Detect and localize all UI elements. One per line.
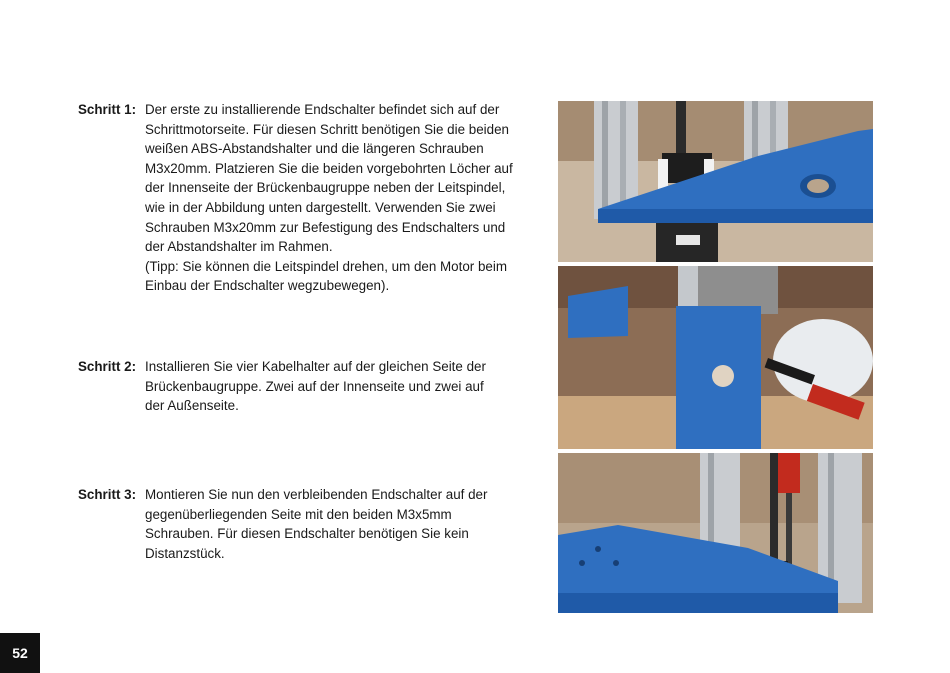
photo-step-1 xyxy=(558,101,873,262)
step-3-label: Schritt 3: xyxy=(78,487,137,502)
step-2-text: Installieren Sie vier Kabelhalter auf der gleichen Seite der Brückenbaugruppe. Zwei auf der Innenseite und zwei auf der Außenseite. xyxy=(145,359,486,414)
step-1-label: Schritt 1: xyxy=(78,102,137,117)
page-number: 52 xyxy=(0,633,40,673)
step-3-text: Montieren Sie nun den verbleibenden Endschalter auf der gegenüberliegenden Seite mit den beiden M3x5mm Schrauben. Für diesen Endschalter benötigen Sie kein Distanzstück. xyxy=(145,487,488,561)
step-1-text: Der erste zu installierende Endschalter befindet sich auf der Schrittmotorseite. Für diesen Schritt benötigen Sie die beiden weißen ABS-Abstandshalter und die längeren Schrauben M3x20mm. Platzieren Sie die beiden vorgebohrten Löcher auf der Innenseite der Brückenbaugruppe neben der Leitspindel, wie in der Abbildung unten dargestellt. Verwenden Sie zwei Schrauben M3x20mm zur Befestigung des Endschalters und der Abstandshalter im Rahmen. (Tipp: Sie können die Leitspindel drehen, um den Motor beim Einbau der Endschalter wegzubewegen). xyxy=(145,102,513,294)
step-2-label: Schritt 2: xyxy=(78,359,137,374)
step-2 xyxy=(78,357,548,416)
photo-step-2 xyxy=(558,266,873,449)
step-3 xyxy=(78,485,548,563)
step-1 xyxy=(78,100,548,296)
photo-step-3 xyxy=(558,453,873,613)
